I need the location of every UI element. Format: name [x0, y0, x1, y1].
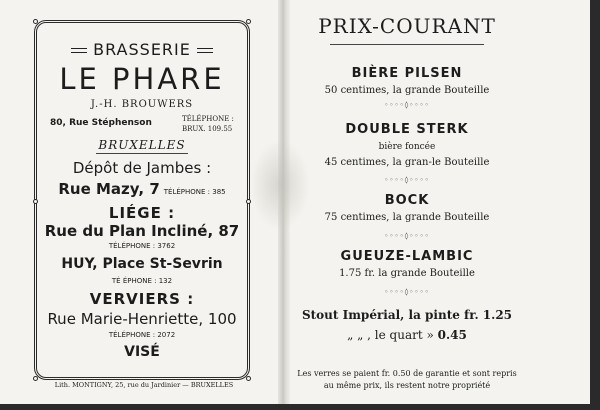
price-list-title: PRIX-COURANT: [318, 14, 496, 38]
glass-deposit-note: Les verres se paient fr. 0.50 de garantie et sont repris au même prix, ils restent notre propriété: [297, 369, 517, 390]
brasserie-label: BRASSERIE: [93, 40, 191, 59]
frame-side-dot: [246, 199, 251, 204]
frame-corner-dot: [33, 376, 38, 381]
frame-corner-dot: [33, 19, 38, 24]
printer-imprint: Lith. MONTIGNY, 25, rue du Jardinier — BRUXELLES: [54, 381, 234, 389]
plan-incline-address: Rue du Plan Incliné, 87: [44, 222, 240, 240]
product-price: 45 centimes, la gran-le Bouteille: [324, 157, 490, 168]
product-name: BOCK: [384, 193, 430, 208]
heading-ornament: [197, 48, 213, 53]
product-name: DOUBLE STERK: [345, 122, 469, 137]
brasserie-heading: [40, 40, 244, 59]
city-bruxelles: BRUXELLES: [98, 138, 186, 152]
huy-telephone: TÉ ÉPHONE : 132: [111, 277, 173, 285]
frame-side-dot: [33, 199, 38, 204]
brussels-telephone: [182, 114, 234, 134]
mazy-street: Rue Mazy, 7: [58, 180, 160, 198]
product-price: 75 centimes, la grande Bouteille: [324, 212, 490, 223]
quart-label: „ „ , le quart »: [347, 328, 434, 342]
product-price: 1.75 fr. la grande Bouteille: [339, 268, 475, 279]
city-verviers: VERVIERS :: [89, 290, 195, 308]
owner-name: J.-H. BROUWERS: [90, 99, 194, 110]
frame-corner-dot: [246, 19, 251, 24]
quart-price: 0.45: [437, 328, 467, 342]
marie-henriette-address: Rue Marie-Henriette, 100: [47, 310, 237, 328]
depot-jambes: Dépôt de Jambes :: [72, 159, 212, 177]
title-rule: [330, 44, 484, 45]
product-name: GUEUZE-LAMBIC: [340, 249, 474, 264]
background-edge-bottom: [0, 404, 600, 410]
ornament-divider: ◦◦◦◦◊◦◦◦◦: [384, 232, 430, 240]
product-name: BIÈRE PILSEN: [351, 66, 463, 81]
brewery-name: LE PHARE: [59, 62, 225, 96]
telephone-number: BRUX. 109.55: [182, 125, 233, 133]
verviers-telephone: TÉLÉPHONE : 2072: [108, 331, 176, 339]
mazy-telephone: TÉLÉPHONE : 385: [163, 188, 226, 196]
ornament-divider: ◦◦◦◦◊◦◦◦◦: [384, 288, 430, 296]
liege-telephone: TÉLÉPHONE : 3762: [108, 242, 176, 250]
price-panel: [292, 0, 522, 404]
divider-rule: [96, 153, 188, 154]
mazy-address: [40, 180, 244, 198]
quart-line: [292, 328, 522, 342]
telephone-label: TÉLÉPHONE :: [182, 115, 234, 123]
frame-corner-dot: [246, 376, 251, 381]
ornament-divider: ◦◦◦◦◊◦◦◦◦: [384, 176, 430, 184]
product-subtitle: bière foncée: [378, 142, 436, 152]
city-liege: LIÉGE :: [108, 204, 176, 222]
product-price: 50 centimes, la grande Bouteille: [324, 85, 490, 96]
address: 80, Rue Stéphenson: [50, 118, 152, 128]
huy-address: HUY, Place St-Sevrin: [61, 256, 223, 272]
background-edge-right: [590, 0, 600, 410]
brewery-panel: [40, 26, 244, 378]
heading-ornament: [71, 48, 87, 53]
stout-imperial-line: Stout Impérial, la pinte fr. 1.25: [301, 308, 513, 322]
ornament-divider: ◦◦◦◦◊◦◦◦◦: [384, 101, 430, 109]
city-vise: VISÉ: [124, 344, 160, 360]
address-row: [40, 114, 244, 138]
